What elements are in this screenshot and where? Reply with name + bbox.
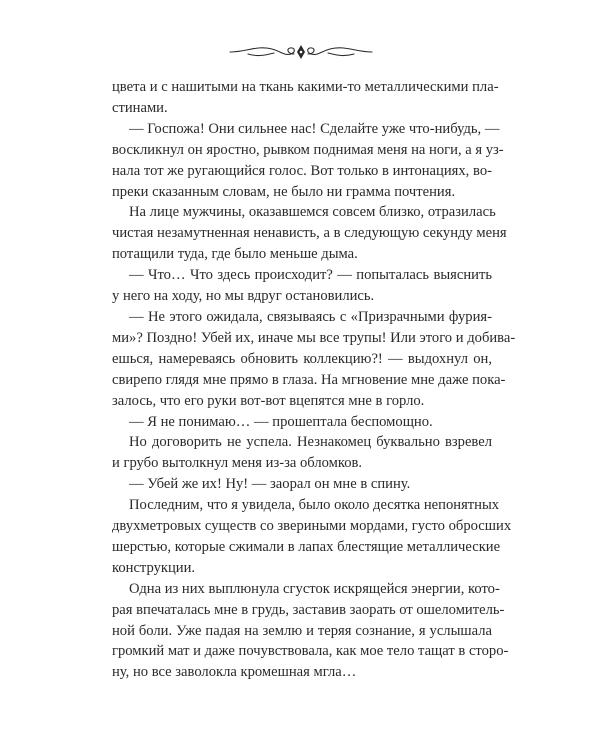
text-line: — Не этого ожидала, связываясь с «Призрачными фурия- [129,308,492,325]
text-line: На лице мужчины, оказавшемся совсем близко, отразилась [129,204,496,221]
paragraph [112,265,492,307]
text-line: громкий мат и даже почувствовала, как мое тело тащат в сторо- [112,643,509,660]
text-line: свирепо глядя мне прямо в глаза. На мгновение мне даже пока- [112,371,506,388]
text-line: — Убей же их! Ну! — заорал он мне в спину. [129,476,411,493]
text-line: воскликнул он яростно, рывком поднимая меня на ноги, а я уз- [112,141,504,158]
paragraph [112,579,509,684]
text-line: потащили туда, где было меньше дыма. [112,246,358,263]
paragraph [112,307,516,412]
text-line: двухметровых существ со звериными мордами, густо обросших [112,518,512,535]
text-line: и грубо вытолкнул меня из-за обломков. [112,455,363,472]
ornamental-divider-icon [228,40,374,64]
text-line: цвета и с нашитыми на ткань какими-то металлическими пла- [112,79,499,95]
text-line: — Что… Что здесь происходит? — попыталась выяснить [129,267,492,284]
paragraph [112,77,499,119]
text-line: нала тот же ругающийся голос. Вот только в интонациях, во- [112,162,492,179]
text-line: рая впечаталась мне в грудь, заставив заорать от ошеломитель- [112,601,505,618]
paragraph [112,412,492,433]
text-line: преки сказанным словам, не было ни грамма почтения. [112,183,456,200]
paragraph [112,474,492,495]
text-line: залось, что его руки вот-вот вцепятся мне в горло. [112,392,425,409]
text-line: ми»? Поздно! Убей их, иначе мы все трупы! Или этого и добива- [112,329,516,346]
text-line: ной боли. Уже падая на землю и теряя сознание, я услышала [112,622,492,639]
text-line: ну, но все заволокла кромешная мгла… [112,664,357,681]
text-line: Одна из них выплюнула сгусток искрящейся энергии, кото- [129,580,500,597]
text-line: у него на ходу, но мы вдруг остановились. [112,288,375,305]
paragraph [112,119,504,203]
text-line: ешься, намереваясь обновить коллекцию?! — выдохнул он, [112,350,492,367]
text-line: чистая незамутненная ненависть, а в следующую секунду меня [112,225,507,242]
paragraph [112,202,507,265]
text-line: шерстью, которые сжимали в лапах блестящие металлические [112,538,501,555]
chapter-text [112,77,516,683]
paragraph [112,495,512,579]
text-line: — Госпожа! Они сильнее нас! Сделайте уже что-нибудь, — [129,120,500,137]
text-line: Последним, что я увидела, было около десятка непонятных [129,497,500,514]
text-line: Но договорить не успела. Незнакомец буквально взревел [129,434,492,451]
text-line: — Я не понимаю… — прошептала беспомощно. [129,413,433,430]
text-line: стинами. [112,99,168,116]
paragraph [112,432,492,474]
text-line: конструкции. [112,559,196,576]
